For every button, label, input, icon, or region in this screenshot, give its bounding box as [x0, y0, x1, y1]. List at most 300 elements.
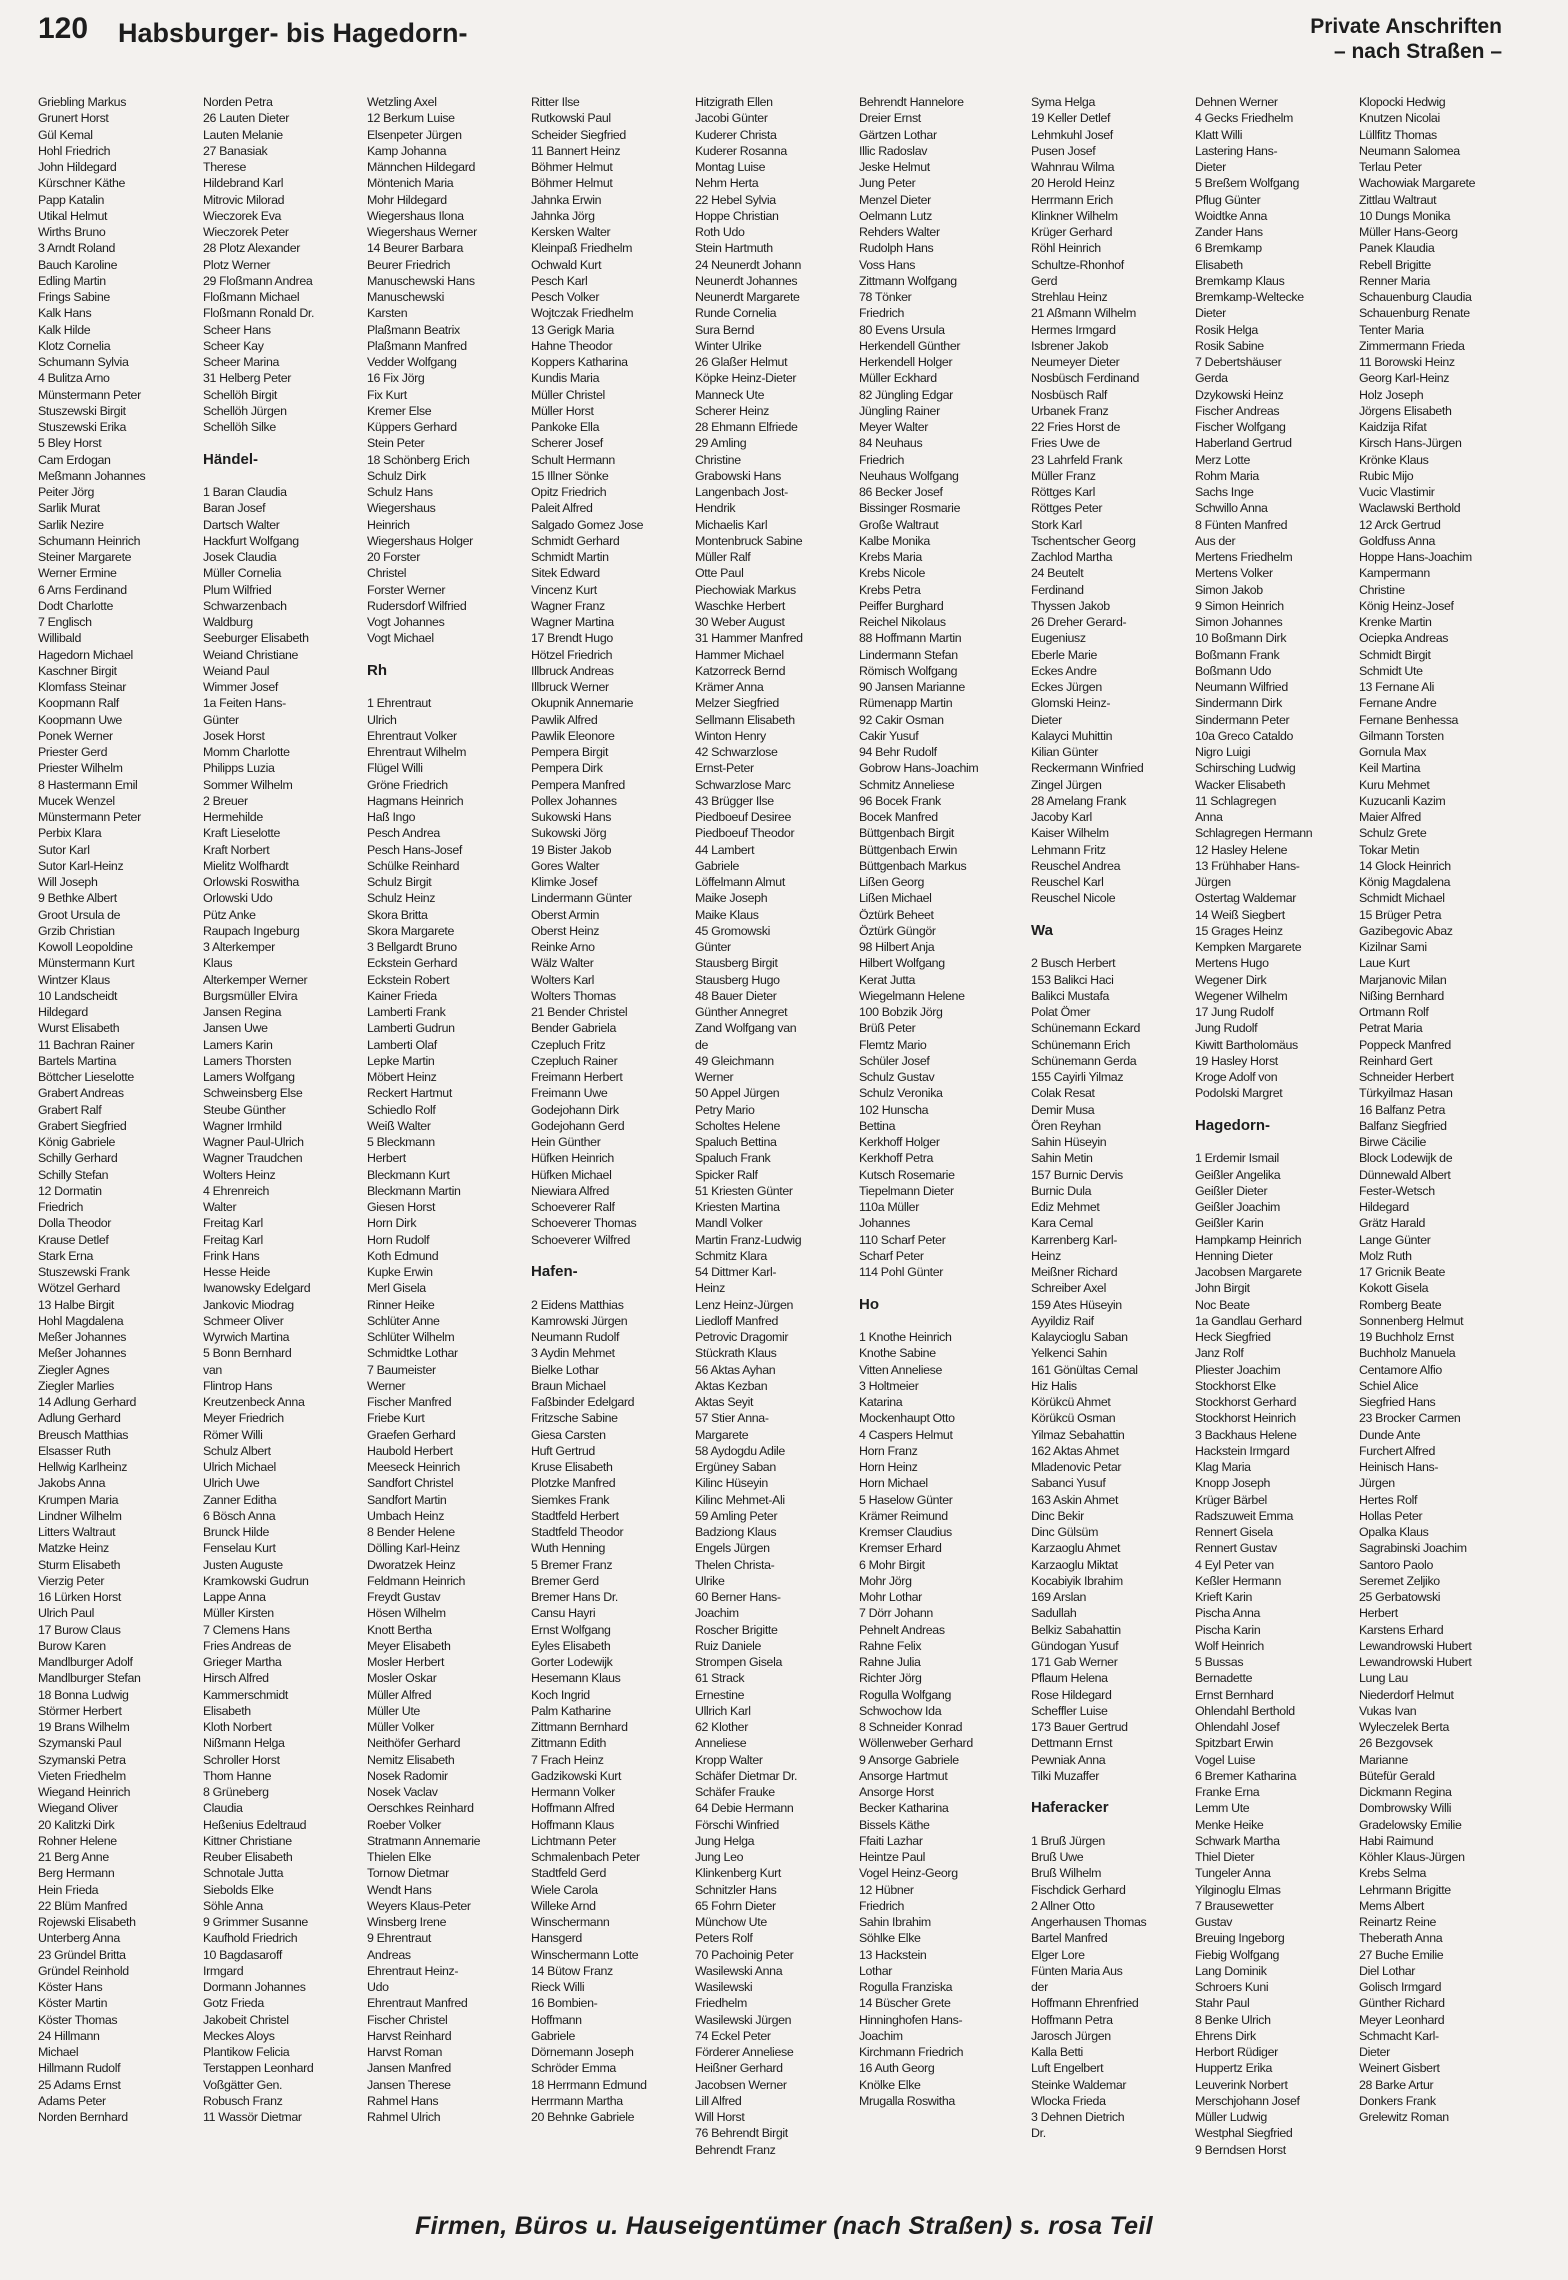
listing-entry: 20 Kalitzki Dirk	[38, 1817, 115, 1832]
listing-entry: Kamp Johanna	[367, 143, 447, 158]
listing-entry: Spitzbart Erwin	[1195, 1736, 1274, 1751]
listing-entry: Winter Ulrike	[695, 338, 762, 353]
listing-entry: Gornula Max	[1359, 745, 1427, 759]
listing-entry: Krämer Anna	[695, 680, 764, 694]
listing-entry: 76 Behrendt Birgit	[695, 2126, 788, 2141]
listing-entry: Schüler Josef	[859, 1053, 930, 1068]
listing-entry: Zingel Jürgen	[1031, 777, 1102, 792]
page-title: Habsburger- bis Hagedorn-	[118, 18, 468, 48]
listing-entry: Gül Kemal	[38, 127, 93, 142]
listing-entry: 78 Tönker	[859, 290, 912, 304]
listing-entry: Grelewitz Roman	[1359, 2110, 1449, 2124]
listing-entry: Schmidtke Lothar	[367, 1346, 458, 1361]
listing-entry: Wiegand Heinrich	[38, 1785, 131, 1799]
listing-entry: Neunerdt Margarete	[695, 290, 800, 304]
listing-entry: Wagner Traudchen	[203, 1151, 303, 1166]
listing-entry: Sindermann Peter	[1195, 712, 1290, 727]
listing-entry: Stein Hartmuth	[695, 241, 773, 256]
listing-entry: 92 Cakir Osman	[859, 712, 944, 727]
listing-entry: Birwe Cäcilie	[1359, 1135, 1427, 1149]
listing-entry: Knothe Sabine	[859, 1346, 936, 1361]
listing-entry: Rennert Gustav	[1195, 1541, 1277, 1556]
listing-entry: Habi Raimund	[1359, 1833, 1434, 1848]
listing-entry: Spicker Ralf	[695, 1167, 758, 1182]
listing-entry: Kirchmann Friedrich	[859, 2045, 964, 2059]
listing-entry: 161 Gönültas Cemal	[1031, 1362, 1138, 1377]
listing-entry: Oelmann Lutz	[859, 208, 932, 223]
listing-entry: Schroers Kuni	[1195, 1980, 1269, 1994]
listing-entry: Weyers Klaus-Peter	[367, 1898, 471, 1913]
listing-entry: Männchen Hildegard	[367, 160, 476, 174]
listing-entry: Kundis Maria	[531, 371, 600, 386]
listing-entry: Dieter	[1195, 160, 1226, 174]
listing-entry: Sukowski Jörg	[531, 826, 607, 841]
listing-entry: Jung Helga	[695, 1833, 755, 1848]
listing-entry: Büttgenbach Birgit	[859, 826, 954, 841]
listing-entry: Becker Katharina	[859, 1801, 949, 1816]
listing-entry: Röttges Karl	[1031, 485, 1095, 499]
listing-entry: Rahmel Ulrich	[367, 2110, 441, 2124]
listing-entry: Elisabeth	[1195, 257, 1243, 272]
listing-entry: Meßer Johannes	[38, 1330, 127, 1344]
spacer-line	[1031, 907, 1187, 923]
listing-entry: Elger Lore	[1031, 1947, 1085, 1962]
listing-entry: Maike Klaus	[695, 907, 759, 922]
listing-entry: Engels Jürgen	[695, 1541, 770, 1556]
listing-entry: Hellwig Karlheinz	[38, 1460, 128, 1474]
listing-entry: Tokar Metin	[1359, 842, 1420, 857]
listing-entry: Sarlik Nezire	[38, 517, 104, 532]
listing-entry: Horn Michael	[859, 1476, 928, 1491]
listing-entry: Wegener Dirk	[1195, 972, 1267, 987]
listing-entry: Bocek Manfred	[859, 810, 938, 824]
listing-entry: 16 Fix Jörg	[367, 371, 425, 386]
listing-entry: Zimmermann Frieda	[1359, 338, 1465, 353]
listing-entry: Johannes	[859, 1216, 910, 1231]
listing-entry: 11 Wassör Dietmar	[203, 2110, 302, 2124]
listing-entry: Pütz Anke	[203, 907, 256, 922]
listing-entry: Holz Joseph	[1359, 387, 1424, 402]
listing-entry: Hertes Rolf	[1359, 1492, 1418, 1507]
listing-entry: Vitten Anneliese	[859, 1362, 943, 1377]
listing-entry: Meßmann Johannes	[38, 468, 146, 483]
listing-entry: 7 Brausewetter	[1195, 1898, 1274, 1913]
listing-entry: Plum Wilfried	[203, 582, 272, 597]
listing-entry: 13 Gerigk Maria	[531, 322, 614, 337]
spacer-line	[203, 468, 359, 484]
listing-entry: Badziong Klaus	[695, 1525, 777, 1539]
listing-entry: Radszuweit Emma	[1195, 1508, 1294, 1523]
listing-entry: König Magdalena	[1359, 875, 1451, 889]
listing-entry: Geißler Angelika	[1195, 1167, 1281, 1182]
listing-entry: Renner Maria	[1359, 273, 1430, 288]
listing-entry: Klaus	[203, 956, 233, 971]
listing-entry: Laue Kurt	[1359, 956, 1410, 971]
listing-entry: Jung Leo	[695, 1850, 744, 1864]
listing-entry: Dodt Charlotte	[38, 598, 113, 613]
listing-entry: Knott Bertha	[367, 1622, 432, 1637]
listing-entry: Rogulla Franziska	[859, 1980, 953, 1994]
listing-entry: Hollas Peter	[1359, 1508, 1423, 1523]
listing-entry: Kizilnar Sami	[1359, 940, 1427, 954]
listing-entry: Scheffler Luise	[1031, 1703, 1108, 1718]
listing-entry: Giesen Horst	[367, 1200, 436, 1214]
listing-entry: 5 Bleckmann	[367, 1135, 435, 1149]
listing-entry: 24 Hillmann	[38, 2028, 100, 2043]
listing-entry: 162 Aktas Ahmet	[1031, 1443, 1119, 1458]
listing-entry: Sommer Wilhelm	[203, 777, 293, 792]
listing-entry: Bissels Käthe	[859, 1817, 930, 1832]
listing-entry: Block Lodewijk de	[1359, 1151, 1453, 1166]
listing-entry: Robusch Franz	[203, 2093, 283, 2108]
listing-entry: Michael	[38, 2045, 79, 2059]
listing-entry: Heinisch Hans-	[1359, 1460, 1439, 1474]
listing-entry: Katarina	[859, 1395, 903, 1409]
listing-entry: Behrendt Hannelore	[859, 95, 964, 109]
listing-entry: Körükcü Ahmet	[1031, 1395, 1111, 1409]
listing-entry: Lüllfitz Thomas	[1359, 127, 1437, 142]
listing-entry: Palm Katharine	[531, 1703, 611, 1718]
listing-entry: 62 Klother	[695, 1720, 748, 1734]
listing-entry: Iwanowsky Edelgard	[203, 1281, 311, 1296]
listing-entry: Stark Erna	[38, 1248, 94, 1263]
listing-entry: Godejohann Gerd	[531, 1118, 625, 1133]
listing-entry: Krebs Nicole	[859, 566, 926, 581]
listing-entry: Meeseck Heinrich	[367, 1460, 460, 1474]
listing-entry: Hüfken Michael	[531, 1167, 612, 1182]
listing-entry: Grzib Christian	[38, 923, 115, 938]
listing-entry: Schulz Hans	[367, 485, 433, 499]
listing-entry: 1a Feiten Hans-	[203, 696, 286, 711]
listing-entry: 2 Allner Otto	[1031, 1898, 1095, 1913]
listing-entry: 5 Bussas	[1195, 1655, 1244, 1669]
listing-entry: Kuderer Christa	[695, 127, 777, 142]
listing-column-2	[203, 94, 359, 2206]
listing-entry: Oberst Heinz	[531, 923, 600, 938]
listing-entry: Frings Sabine	[38, 290, 110, 304]
listing-entry: Horn Heinz	[859, 1460, 918, 1474]
listing-entry: Nigro Luigi	[1195, 745, 1251, 759]
listing-entry: Jankovic Miodrag	[203, 1297, 294, 1312]
listing-entry: 1 Bruß Jürgen	[1031, 1833, 1105, 1848]
listing-entry: Dzykowski Heinz	[1195, 387, 1284, 402]
listing-entry: 60 Berner Hans-	[695, 1590, 781, 1604]
listing-entry: Schmidt Ute	[1359, 663, 1423, 678]
listing-entry: Demir Musa	[1031, 1102, 1095, 1117]
listing-entry: Pollex Johannes	[531, 793, 617, 808]
listing-entry: Lamers Karin	[203, 1037, 273, 1052]
listing-entry: Ulrich Paul	[38, 1606, 95, 1621]
listing-entry: Kilinc Mehmet-Ali	[695, 1492, 785, 1507]
listing-entry: Gerda	[1195, 371, 1228, 386]
listing-entry: Günther Annegret	[695, 1005, 788, 1019]
listing-entry: 24 Neunerdt Johann	[695, 257, 801, 272]
listing-entry: Lehrmann Brigitte	[1359, 1882, 1451, 1897]
listing-entry: Jacobi Günter	[695, 111, 768, 126]
listing-entry: 19 Bister Jakob	[531, 842, 612, 857]
listing-entry: Hoppe Hans-Joachim	[1359, 550, 1472, 564]
listing-entry: Centamore Alfio	[1359, 1362, 1442, 1377]
listing-entry: Ziegler Marlies	[38, 1378, 114, 1393]
listing-entry: Ulrich Uwe	[203, 1476, 260, 1491]
listing-entry: Jansen Manfred	[367, 2061, 451, 2076]
listing-entry: Groot Ursula de	[38, 907, 121, 922]
listing-entry: Reinke Arno	[531, 940, 595, 954]
spacer-line	[1031, 939, 1187, 955]
listing-entry: 4 Bulitza Arno	[38, 371, 110, 386]
listing-entry: Sachs Inge	[1195, 485, 1254, 499]
listing-entry: Pawlik Eleonore	[531, 728, 615, 743]
listing-entry: Opalka Klaus	[1359, 1525, 1429, 1539]
listing-entry: Breusch Matthias	[38, 1427, 129, 1442]
listing-entry: Lauten Melanie	[203, 127, 283, 142]
listing-entry: Manuschewski	[367, 290, 445, 304]
listing-entry: Lill Alfred	[695, 2093, 742, 2108]
spacer-line	[1195, 1102, 1351, 1118]
listing-entry: Reuschel Andrea	[1031, 858, 1121, 873]
listing-entry: Schoeverer Thomas	[531, 1216, 637, 1231]
listing-entry: Thom Hanne	[203, 1768, 272, 1783]
listing-entry: Schult Hermann	[531, 452, 615, 467]
listing-entry: Winsberg Irene	[367, 1915, 447, 1929]
listing-entry: Meyer Walter	[859, 420, 929, 434]
listing-entry: Rahne Felix	[859, 1638, 922, 1653]
listing-entry: Meßer Johannes	[38, 1346, 127, 1361]
spacer-line	[859, 1280, 1015, 1296]
listing-entry: Sura Bernd	[695, 322, 755, 337]
listing-entry: 20 Behnke Gabriele	[531, 2110, 635, 2124]
listing-entry: Haß Ingo	[367, 810, 416, 824]
listing-entry: Kürschner Käthe	[38, 176, 126, 191]
listing-entry: Kremser Claudius	[859, 1525, 952, 1539]
listing-entry: Pawlik Alfred	[531, 712, 598, 727]
listing-entry: Schwillo Anna	[1195, 501, 1268, 516]
listing-entry: Lang Dominik	[1195, 1963, 1267, 1978]
listing-entry: 16 Bombien-	[531, 1996, 598, 2011]
listing-entry: 82 Jüngling Edgar	[859, 387, 953, 402]
listing-entry: Günter	[203, 712, 239, 727]
listing-entry: Freitag Karl	[203, 1216, 263, 1231]
listing-entry: Harvst Reinhard	[367, 2028, 452, 2043]
listing-entry: Stratmann Annemarie	[367, 1833, 481, 1848]
listing-entry: Dieter	[1031, 712, 1062, 727]
listing-entry: Pflaum Helena	[1031, 1671, 1108, 1686]
listing-entry: Kampermann	[1359, 566, 1430, 581]
listing-entry: Ernst Wolfgang	[531, 1622, 611, 1637]
listing-entry: Piedboeuf Theodor	[695, 826, 795, 841]
listing-entry: Christel	[367, 566, 407, 581]
listing-entry: Stahr Paul	[1195, 1996, 1250, 2011]
listing-entry: 14 Adlung Gerhard	[38, 1395, 137, 1409]
listing-entry: Perbix Klara	[38, 826, 102, 841]
listing-entry: 44 Lambert	[695, 842, 755, 857]
listing-entry: Momm Charlotte	[203, 745, 290, 759]
listing-entry: Meyer Elisabeth	[367, 1638, 451, 1653]
listing-entry: Mohr Hildegard	[367, 192, 447, 207]
listing-entry: Körükcü Osman	[1031, 1411, 1116, 1426]
listing-entry: Grieger Martha	[203, 1655, 282, 1669]
listing-entry: Hiz Halis	[1031, 1378, 1077, 1393]
listing-entry: 8 Benke Ulrich	[1195, 2012, 1271, 2027]
listing-entry: Schmidt Gerhard	[531, 533, 620, 548]
listing-entry: 6 Arns Ferdinand	[38, 582, 127, 597]
listing-entry: 50 Appel Jürgen	[695, 1086, 780, 1101]
listing-entry: Müller Alfred	[367, 1687, 432, 1702]
listing-entry: 54 Dittmer Karl-	[695, 1265, 777, 1279]
listing-entry: Kamrowski Jürgen	[531, 1313, 628, 1328]
listing-entry: Schmidt Michael	[1359, 891, 1445, 906]
listing-entry: Wojtczak Friedhelm	[531, 306, 634, 321]
listing-entry: Will Horst	[695, 2110, 745, 2124]
listing-entry: 4 Eyl Peter van	[1195, 1557, 1274, 1572]
listing-entry: Haberland Gertrud	[1195, 436, 1292, 451]
listing-entry: Diel Lothar	[1359, 1963, 1416, 1978]
listing-entry: Bremer Gerd	[531, 1573, 599, 1588]
listing-entry: Szymanski Paul	[38, 1736, 122, 1751]
listing-entry: Skora Margarete	[367, 923, 455, 938]
listing-entry: 153 Balikci Haci	[1031, 972, 1114, 987]
listing-entry: de	[695, 1037, 709, 1052]
listing-entry: Friebe Kurt	[367, 1411, 425, 1426]
listing-entry: Franke Erna	[1195, 1785, 1260, 1799]
listing-entry: Müller Ralf	[695, 550, 751, 564]
listing-entry: 28 Plotz Alexander	[203, 241, 301, 256]
listing-entry: 18 Schönberg Erich	[367, 452, 470, 467]
listing-entry: Illbruck Werner	[531, 680, 609, 694]
listing-entry: Schellöh Jürgen	[203, 403, 287, 418]
listing-entry: Lewandrowski Hubert	[1359, 1655, 1472, 1669]
listing-entry: Kreutzenbeck Anna	[203, 1395, 305, 1409]
listing-entry: 24 Beutelt	[1031, 566, 1084, 581]
listing-entry: Gazibegovic Abaz	[1359, 923, 1453, 938]
listing-entry: Schoeverer Ralf	[531, 1200, 615, 1214]
listing-entry: Schiel Alice	[1359, 1378, 1419, 1393]
listing-entry: Rehders Walter	[859, 225, 940, 239]
listing-entry: 171 Gab Werner	[1031, 1655, 1118, 1669]
listing-entry: Kara Cemal	[1031, 1216, 1093, 1231]
listing-entry: Lepke Martin	[367, 1053, 435, 1068]
listing-entry: Müller Volker	[367, 1720, 435, 1734]
listing-entry: Wieczorek Eva	[203, 208, 282, 223]
listing-entry: Eckes Jürgen	[1031, 680, 1102, 694]
section-label-line2: – nach Straßen –	[1333, 40, 1502, 63]
listing-entry: Schellöh Birgit	[203, 387, 277, 402]
listing-entry: Bettina	[859, 1118, 896, 1133]
listing-entry: Kruse Elisabeth	[531, 1460, 613, 1474]
listing-entry: Siebolds Elke	[203, 1882, 274, 1897]
listing-entry: Balfanz Siegfried	[1359, 1118, 1447, 1133]
listing-entry: Therese	[203, 160, 247, 174]
listing-entry: Dr.	[1031, 2126, 1046, 2141]
listing-entry: 31 Hammer Manfred	[695, 631, 803, 646]
listing-entry: Hackstein Irmgard	[1195, 1443, 1290, 1458]
listing-entry: Ernst Bernhard	[1195, 1687, 1274, 1702]
listing-entry: Henning Dieter	[1195, 1248, 1273, 1263]
listing-entry: Bernadette	[1195, 1671, 1253, 1686]
listing-entry: Runde Cornelia	[695, 306, 777, 321]
listing-entry: Stuszewski Erika	[38, 420, 127, 434]
listing-entry: Buchholz Manuela	[1359, 1346, 1456, 1361]
listing-entry: Reckermann Winfried	[1031, 761, 1144, 776]
section-label	[1310, 14, 1502, 64]
listing-entry: Umbach Heinz	[367, 1508, 445, 1523]
page-number: 120	[38, 12, 89, 45]
listing-entry: Lindner Wilhelm	[38, 1508, 122, 1523]
listing-entry: Klotz Cornelia	[38, 338, 111, 353]
listing-entry: Isbrener Jakob	[1031, 338, 1109, 353]
listing-entry: Josek Horst	[203, 728, 265, 743]
listing-entry: Beurer Friedrich	[367, 257, 451, 272]
listing-entry: Fester-Wetsch	[1359, 1183, 1435, 1198]
listing-entry: Kloth Norbert	[203, 1720, 272, 1734]
listing-entry: Nehm Herta	[695, 176, 759, 191]
listing-entry: Ociepka Andreas	[1359, 631, 1449, 646]
listing-entry: Bissinger Rosmarie	[859, 501, 961, 516]
listing-entry: Wolters Heinz	[203, 1167, 276, 1182]
listing-entry: 88 Hoffmann Martin	[859, 631, 962, 646]
listing-entry: 9 Ansorge Gabriele	[859, 1752, 959, 1767]
listing-entry: Schumann Sylvia	[38, 355, 129, 369]
listing-entry: 15 Brüger Petra	[1359, 907, 1442, 922]
listing-entry: Eugeniusz	[1031, 631, 1086, 646]
listing-entry: Krebs Selma	[1359, 1866, 1427, 1881]
listing-entry: Scheer Hans	[203, 322, 271, 337]
listing-entry: Stockhorst Gerhard	[1195, 1395, 1297, 1409]
listing-entry: Boßmann Udo	[1195, 663, 1272, 678]
listing-entry: Piedboeuf Desiree	[695, 810, 791, 824]
listing-entry: Freimann Uwe	[531, 1086, 608, 1101]
listing-entry: 9 Berndsen Horst	[1195, 2142, 1286, 2157]
listing-entry: Bleckmann Kurt	[367, 1167, 450, 1182]
listing-entry: Ehrentraut Manfred	[367, 1996, 468, 2011]
listing-entry: 45 Gromowski	[695, 923, 770, 938]
listing-entry: Neuhaus Wolfgang	[859, 468, 959, 483]
footer-note: Firmen, Büros u. Hauseigentümer (nach Straßen) s. rosa Teil	[415, 2212, 1153, 2240]
listing-entry: Bender Gabriela	[531, 1021, 616, 1036]
listing-entry: Kleinpaß Friedhelm	[531, 241, 633, 256]
listing-entry: Bütefür Gerald	[1359, 1768, 1435, 1783]
listing-entry: Wegener Wilhelm	[1195, 988, 1288, 1003]
listing-entry: Krüger Gerhard	[1031, 225, 1113, 239]
listing-entry: Eyles Elisabeth	[531, 1638, 611, 1653]
listing-entry: Jansen Therese	[367, 2077, 451, 2092]
spacer-line	[1031, 1817, 1187, 1833]
listing-entry: Wiegershaus Ilona	[367, 208, 464, 223]
listing-entry: Sutor Karl-Heinz	[38, 858, 124, 873]
listing-entry: Horn Rudolf	[367, 1232, 430, 1247]
listing-entry: Freimann Herbert	[531, 1070, 623, 1084]
listing-entry: Jakobs Anna	[38, 1476, 106, 1491]
listing-entry: Winton Henry	[695, 728, 766, 743]
listing-entry: Aus der	[1195, 533, 1236, 548]
listing-entry: Fenselau Kurt	[203, 1541, 276, 1556]
listing-entry: Koopmann Uwe	[38, 712, 122, 727]
listing-entry: 26 Lauten Dieter	[203, 111, 290, 126]
listing-entry: Manuschewski Hans	[367, 273, 475, 288]
listing-entry: Belkiz Sabahattin	[1031, 1622, 1121, 1637]
listing-entry: Opitz Friedrich	[531, 485, 607, 499]
listing-entry: Schmalenbach Peter	[531, 1850, 640, 1864]
street-section-heading: Ho	[859, 1296, 879, 1313]
listing-entry: Roth Udo	[695, 225, 745, 239]
listing-entry: Dolla Theodor	[38, 1216, 112, 1231]
listing-entry: Terstappen Leonhard	[203, 2061, 314, 2076]
listing-entry: Keßler Hermann	[1195, 1573, 1281, 1588]
listing-column-3	[367, 94, 523, 2206]
listing-entry: Rümenapp Martin	[859, 696, 953, 711]
listing-entry: Gabriele	[531, 2028, 576, 2043]
listing-entry: Ehrens Dirk	[1195, 2028, 1256, 2043]
